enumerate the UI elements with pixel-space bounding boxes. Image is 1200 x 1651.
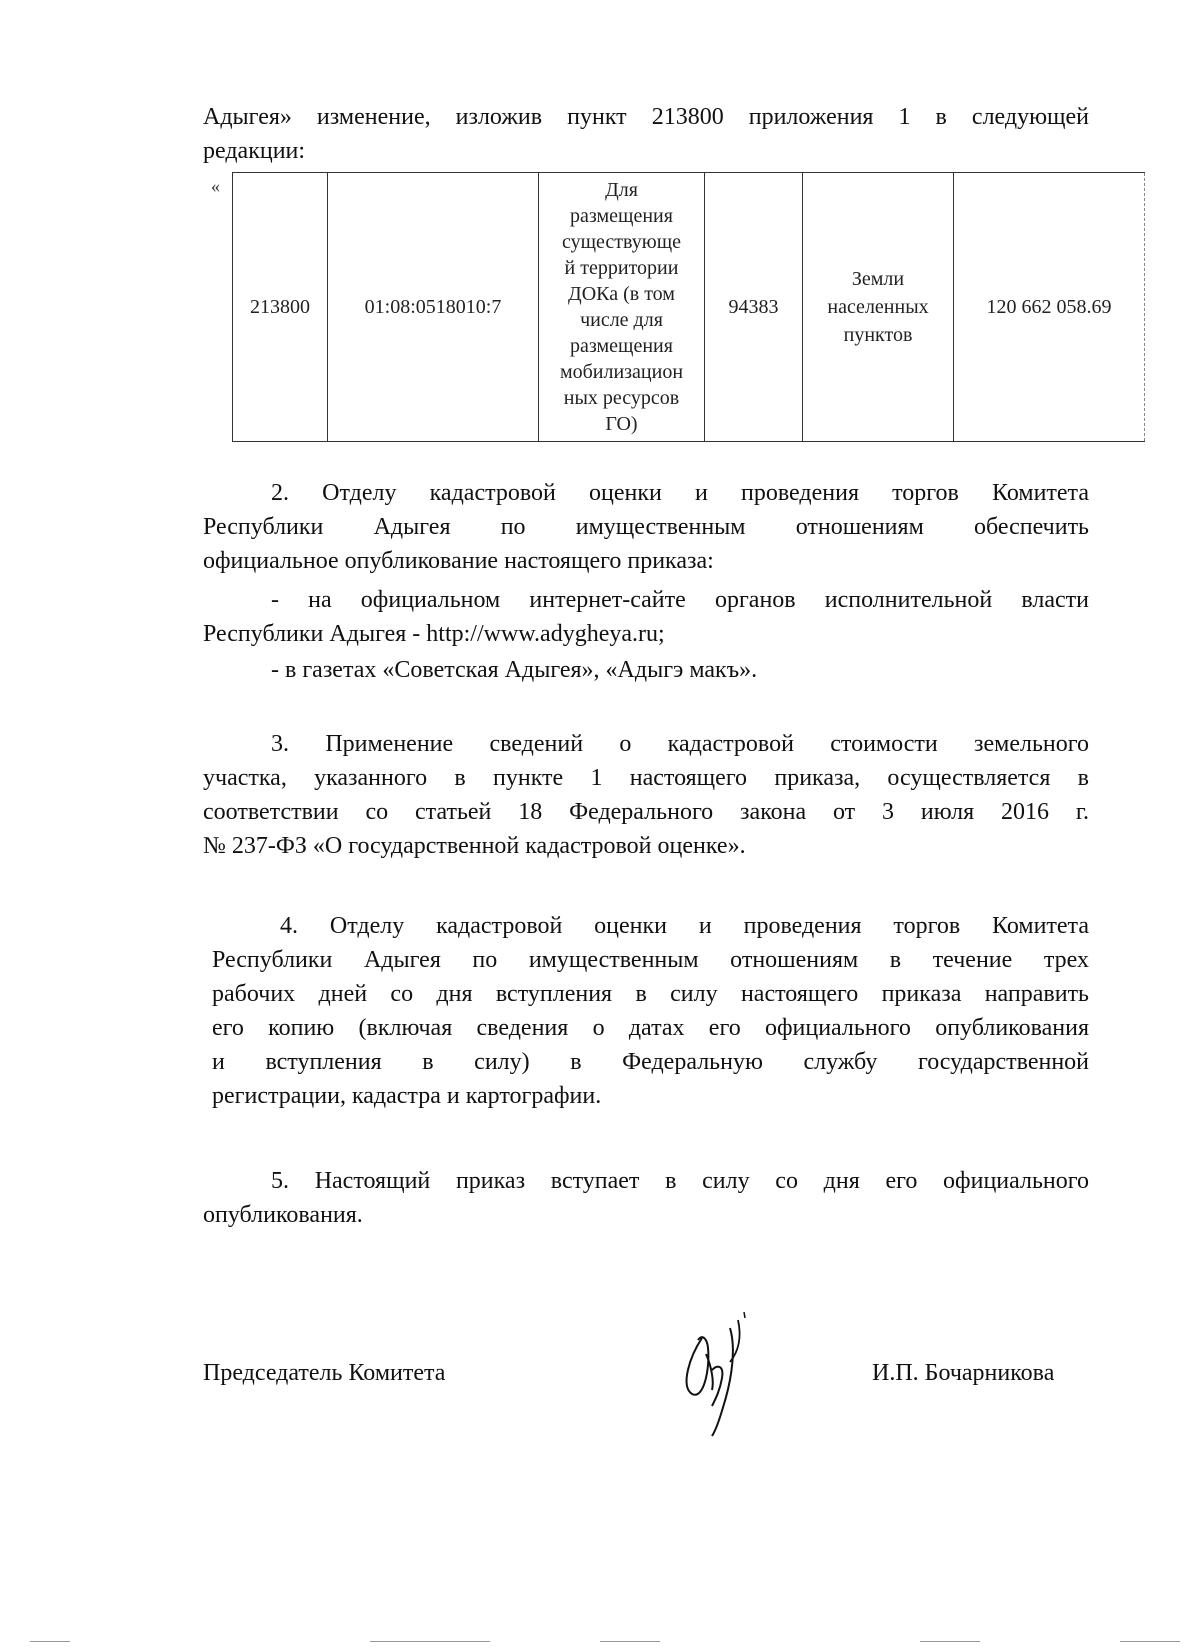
- handwritten-signature: [672, 1308, 762, 1438]
- scan-artifact: [370, 1641, 490, 1642]
- item-5-line: опубликования.: [203, 1202, 363, 1228]
- item-2-paragraph: [203, 476, 1089, 578]
- scan-artifact: [30, 1641, 70, 1642]
- scan-artifact: [920, 1641, 980, 1642]
- item-3-line: участка, указанного в пункте 1 настоящего приказа, осуществляется в: [203, 765, 1089, 791]
- item-2-line: Республики Адыгея по имущественным отношениям обеспечить: [203, 514, 1089, 540]
- bullet-line: Республики Адыгея - http://www.adygheya.ru;: [203, 621, 665, 647]
- scan-artifact: [600, 1641, 660, 1642]
- intro-line: редакции:: [203, 138, 306, 164]
- purpose-line: ДОКа (в том: [568, 283, 675, 305]
- purpose-line: й территории: [564, 257, 679, 279]
- signatory-name: И.П. Бочарникова: [872, 1360, 1055, 1386]
- table-row: [233, 173, 1145, 442]
- bullet-line: - на официальном интернет-сайте органов исполнительной власти: [271, 587, 1089, 613]
- purpose-line: размещения: [570, 335, 673, 357]
- item-3-paragraph: [203, 727, 1089, 863]
- item-2-line: 2. Отделу кадастровой оценки и проведения торгов Комитета: [271, 480, 1089, 506]
- purpose-line: ных ресурсов: [563, 387, 680, 409]
- item-2-bullet-1: [203, 583, 1089, 651]
- signatory-position: Председатель Комитета: [203, 1360, 446, 1386]
- item-3-line: 3. Применение сведений о кадастровой стоимости земельного: [271, 731, 1089, 757]
- cell-land-category: [803, 173, 954, 442]
- item-5-paragraph: [203, 1164, 1089, 1232]
- item-2-line: официальное опубликование настоящего приказа:: [203, 548, 714, 574]
- item-3-line: № 237-ФЗ «О государственной кадастровой оценке».: [203, 833, 746, 859]
- cadastral-table: [232, 172, 1145, 442]
- item-5-line: 5. Настоящий приказ вступает в силу со дня его официального: [271, 1168, 1089, 1194]
- purpose-line: мобилизацион: [559, 361, 684, 383]
- purpose-line: Для: [605, 179, 638, 201]
- land-category-line: населенных: [827, 296, 929, 318]
- open-quote: «: [211, 176, 220, 196]
- intro-line: Адыгея» изменение, изложив пункт 213800 приложения 1 в следующей: [203, 104, 1089, 130]
- item-4-paragraph: [212, 909, 1089, 1113]
- scan-artifact: [1120, 1641, 1180, 1642]
- item-4-line: рабочих дней со дня вступления в силу настоящего приказа направить: [212, 981, 1089, 1007]
- cell-cadastral-number: 01:08:0518010:7: [328, 173, 539, 442]
- bullet-line: - в газетах «Советская Адыгея», «Адыгэ макъ».: [271, 657, 758, 683]
- item-3-line: соответствии со статьей 18 Федерального закона от 3 июля 2016 г.: [203, 799, 1089, 825]
- item-4-line: и вступления в силу) в Федеральную службу государственной: [212, 1049, 1089, 1075]
- item-4-line: регистрации, кадастра и картографии.: [212, 1083, 602, 1109]
- cell-area: 94383: [705, 173, 803, 442]
- purpose-line: числе для: [580, 309, 663, 331]
- purpose-line: ГО): [605, 413, 638, 435]
- purpose-line: существующе: [562, 231, 681, 253]
- land-category-line: пунктов: [843, 324, 913, 346]
- land-category-line: Земли: [851, 268, 905, 290]
- cell-purpose: [539, 173, 705, 442]
- item-2-bullet-2: [203, 653, 1089, 687]
- item-4-line: 4. Отделу кадастровой оценки и проведения торгов Комитета: [280, 913, 1089, 939]
- cell-cadastral-value: 120 662 058.69: [954, 173, 1145, 442]
- item-4-line: Республики Адыгея по имущественным отношениям в течение трех: [212, 947, 1089, 973]
- purpose-line: размещения: [570, 205, 673, 227]
- item-4-line: его копию (включая сведения о датах его официального опубликования: [212, 1015, 1089, 1041]
- cell-point: 213800: [233, 173, 328, 442]
- intro-paragraph: [203, 100, 1089, 168]
